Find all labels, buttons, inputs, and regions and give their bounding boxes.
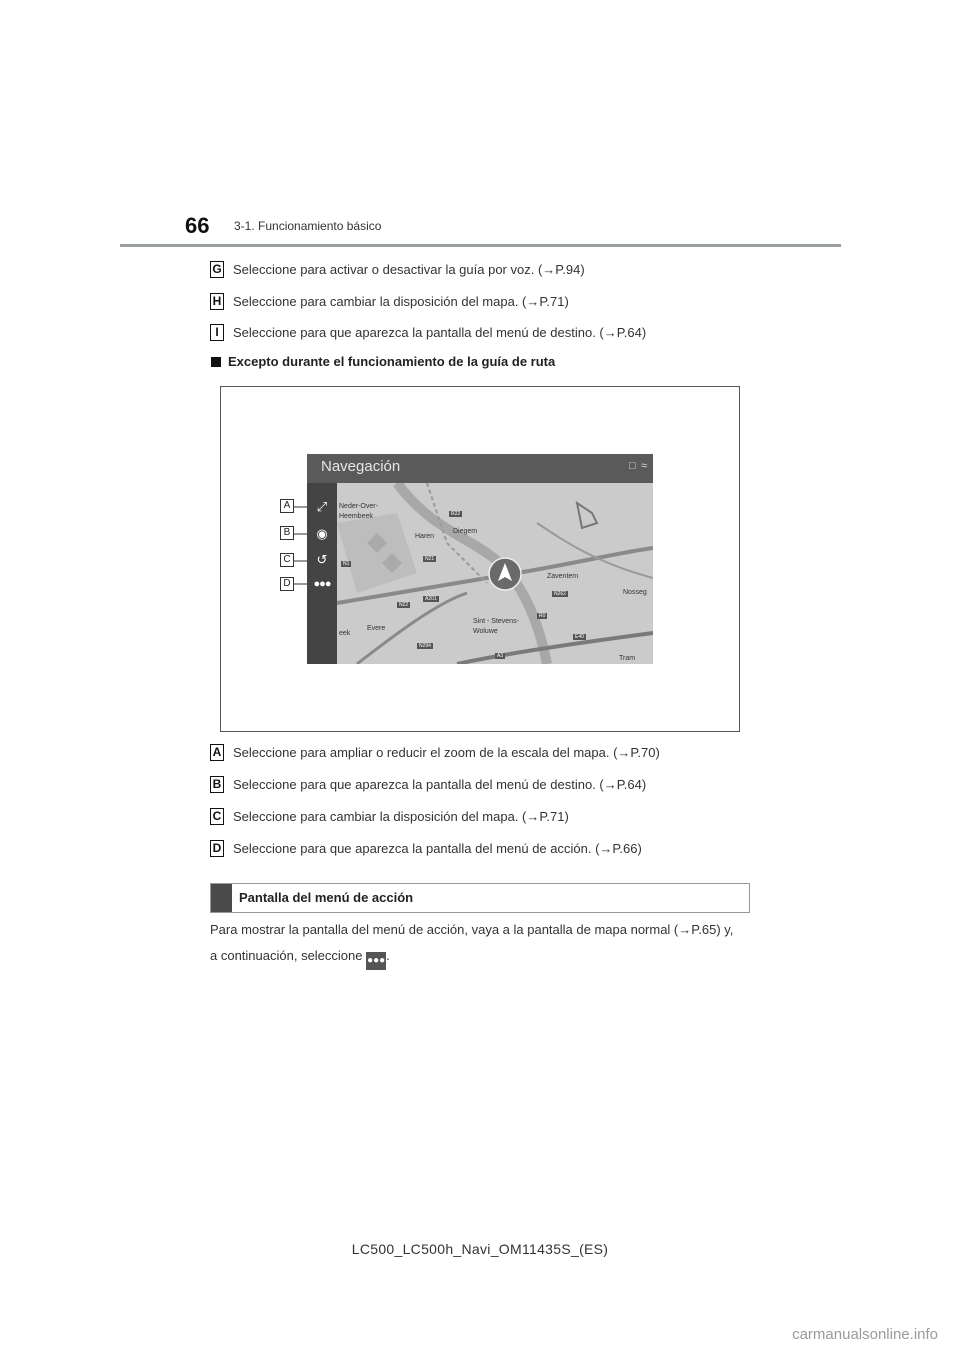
map-label: Neder-Over- xyxy=(339,503,378,510)
box-heading-label: Pantalla del menú de acción xyxy=(239,890,414,905)
wifi-icon: ≈ xyxy=(641,460,648,472)
undo-icon[interactable]: ↺ xyxy=(316,552,328,567)
road-badge: N22 xyxy=(399,602,409,608)
map-label: Tram xyxy=(619,655,636,662)
item-text: Seleccione para que aparezca la pantalla del menú de destino. (→P.64) xyxy=(233,325,647,340)
item-text: Seleccione para ampliar o reducir el zoom de la escala del mapa. (→P.70) xyxy=(233,745,660,760)
list-item-c xyxy=(210,808,770,828)
item-text: Seleccione para que aparezca la pantalla del menú de destino. (→P.64) xyxy=(233,777,647,792)
list-item-d xyxy=(210,840,770,860)
map-label: Woluwe xyxy=(473,628,498,635)
map-view[interactable] xyxy=(337,483,653,664)
screen-title: Navegación xyxy=(321,458,401,475)
callout-d: D xyxy=(280,577,294,591)
road-badge: N1 xyxy=(343,561,350,567)
road-badge: N262 xyxy=(554,591,566,597)
callout-a: A xyxy=(280,499,294,513)
item-text: Seleccione para cambiar la disposición del mapa. (→P.71) xyxy=(233,809,569,824)
map-label: Diegem xyxy=(453,528,478,535)
callout-c: C xyxy=(280,553,294,567)
sub-heading-text: Excepto durante el funcionamiento de la guía de ruta xyxy=(228,354,556,369)
map-label: Heembeek xyxy=(339,513,373,520)
more-icon: ●●● xyxy=(366,952,386,970)
map-label: eek xyxy=(339,630,351,637)
phone-icon: □ xyxy=(629,460,636,472)
box-heading-marker xyxy=(211,884,232,912)
square-bullet-icon xyxy=(211,357,221,367)
header-rule xyxy=(120,244,841,247)
map-label: Sint - Stevens- xyxy=(473,618,519,625)
paragraph-line-2 xyxy=(210,948,390,970)
expand-icon[interactable]: ⤢ xyxy=(316,499,328,514)
road-badge: A201 xyxy=(425,596,437,602)
road-badge: R22 xyxy=(451,511,461,517)
screen-title-bar xyxy=(307,454,653,483)
tag-b: B xyxy=(210,776,224,793)
box-heading xyxy=(210,883,750,913)
item-text: Seleccione para activar o desactivar la guía por voz. (→P.94) xyxy=(233,262,585,277)
paragraph-line-2-text: a continuación, seleccione xyxy=(210,948,363,963)
road-badge: A3 xyxy=(497,653,504,659)
item-text: Seleccione para que aparezca la pantalla del menú de acción. (→P.66) xyxy=(233,841,642,856)
road-badge: R0 xyxy=(539,613,546,619)
tag-a: A xyxy=(210,744,224,761)
pin-icon[interactable]: ◉ xyxy=(316,526,328,541)
road-badge: N294 xyxy=(419,643,431,649)
section-title: 3-1. Funcionamiento básico xyxy=(234,219,382,233)
tag-g: G xyxy=(210,261,224,278)
map-side-bar xyxy=(307,483,337,664)
sub-heading xyxy=(211,354,555,369)
map-label: Nosseg xyxy=(623,589,647,596)
list-item-i xyxy=(210,324,770,344)
navigation-screen xyxy=(307,454,653,664)
footer-doc-id: LC500_LC500h_Navi_OM11435S_(ES) xyxy=(351,1241,609,1257)
watermark: carmanualsonline.info xyxy=(792,1326,938,1343)
map-label: Zaventem xyxy=(547,573,579,580)
page-number: 66 xyxy=(185,213,210,238)
list-item-h xyxy=(210,293,770,313)
road-badge: E40 xyxy=(575,634,584,640)
list-item-a xyxy=(210,744,770,764)
tag-c: C xyxy=(210,808,224,825)
list-item-b xyxy=(210,776,770,796)
more-icon[interactable]: ●●● xyxy=(313,578,331,590)
paragraph-line-2-end: . xyxy=(386,948,390,963)
callout-b: B xyxy=(280,526,294,540)
map-label: Evere xyxy=(367,625,386,632)
tag-i: I xyxy=(210,324,224,341)
map-label: Haren xyxy=(415,533,435,540)
tag-d: D xyxy=(210,840,224,857)
item-text: Seleccione para cambiar la disposición del mapa. (→P.71) xyxy=(233,294,569,309)
list-item-g xyxy=(210,261,770,281)
tag-h: H xyxy=(210,293,224,310)
road-badge: N21 xyxy=(425,556,435,562)
paragraph-line-1: Para mostrar la pantalla del menú de acción, vaya a la pantalla de mapa normal (→P.65) y, xyxy=(210,922,734,937)
